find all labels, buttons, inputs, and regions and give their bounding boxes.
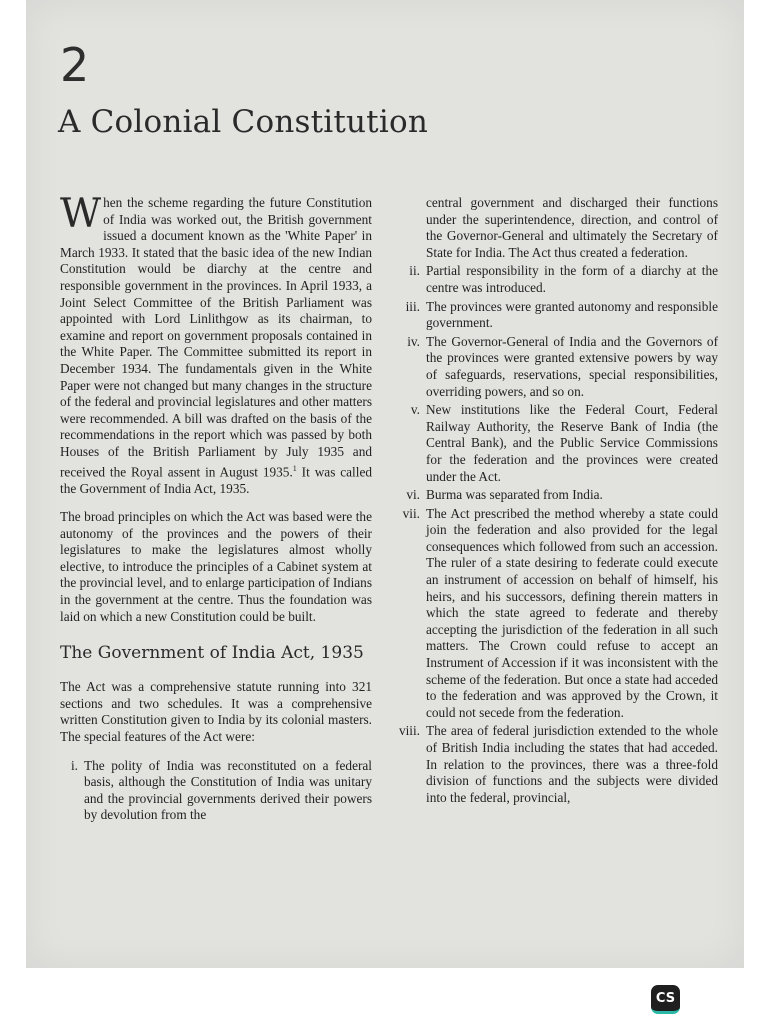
drop-cap: W xyxy=(60,191,102,237)
list-item-number: i. xyxy=(70,757,78,773)
list-item xyxy=(396,334,718,400)
list-item-number: viii. xyxy=(398,723,420,739)
list-item-continuation: central government and discharged their functions under the superintendence, direction, and control of the Governor-General and ultimately the Secretary of State for India. The Act thus created a federation. xyxy=(426,195,718,260)
list-item xyxy=(396,402,718,485)
list-item-text: Burma was separated from India. xyxy=(426,487,603,503)
camscanner-logo-icon: CS xyxy=(651,985,680,1014)
list-item-text: New institutions like the Federal Court, Federal Railway Authority, the Reserve Bank of India (the Central Bank), and the Public Service Commissions for the federation and the provinces were created under the Act. xyxy=(426,402,718,484)
act-paragraph: The Act was a comprehensive statute running into 321 sections and two schedules. It was a comprehensive written Constitution given to India by its colonial masters. The special features of the Act were: xyxy=(60,679,372,745)
list-item-text: The provinces were granted autonomy and responsible government. xyxy=(426,298,718,331)
list-item-number: ii. xyxy=(409,263,420,279)
list-item-text: Partial responsibility in the form of a diarchy at the centre was introduced. xyxy=(426,263,718,295)
intro-paragraph xyxy=(60,191,372,497)
list-item xyxy=(396,487,718,504)
list-item-number: iv. xyxy=(407,333,420,349)
footnote-marker: 1 xyxy=(292,463,297,473)
right-column xyxy=(396,195,718,808)
features-list-left xyxy=(60,758,372,824)
list-item xyxy=(60,758,372,824)
list-item-number: vi. xyxy=(406,487,420,503)
list-item-number: vii. xyxy=(402,505,420,521)
list-item-number: iii. xyxy=(405,298,420,314)
list-item-text: The Governor-General of India and the Governors of the provinces were granted extensive powers by way of safeguards, reservations, special responsibilities, overriding powers, and so on. xyxy=(426,333,718,399)
list-item-text: The Act prescribed the method whereby a state could join the federation and also provided for the legal consequences which followed from such an accession. The ruler of a state desiring to federate could execute an instrument of accession on behalf of himself, his heirs, and his successors, defining therein matters in which the state agreed to federate and thereby accepting the jurisdiction of the federation in all such matters. The Crown could refuse to accept an Instrument of Accession if it was inconsistent with the scheme of the federation. But once a state had acceded to the federation and was approved by the Crown, it could not secede from the federation. xyxy=(426,505,718,720)
features-list-right xyxy=(396,263,718,806)
intro-text-end: It was called the Government of India Act, 1935. xyxy=(60,463,372,496)
list-item-text: The polity of India was reconstituted on a federal basis, although the Constitution of India was unitary and the provincial governments derived their powers by devolution from the xyxy=(84,757,372,823)
list-item xyxy=(396,723,718,806)
principles-paragraph: The broad principles on which the Act was based were the autonomy of the provinces and the powers of their legislatures to make the legislatures almost wholly elective, to introduce the principles of a Cabinet system at the provincial level, and to enlarge participation of Indians in the government at the centre. Thus the foundation was laid on which a new Constitution could be built. xyxy=(60,509,372,624)
left-column xyxy=(60,191,372,826)
chapter-number: 2 xyxy=(60,38,90,92)
section-heading: The Government of India Act, 1935 xyxy=(60,643,364,664)
chapter-title: A Colonial Constitution xyxy=(58,104,428,140)
list-item xyxy=(396,263,718,296)
list-item-number: v. xyxy=(410,402,420,418)
list-item-text: The area of federal jurisdiction extended to the whole of British India including the states that had acceded. In relation to the provinces, there was a three-fold division of functions and the subjects were divided into the federal, provincial, xyxy=(426,723,718,805)
intro-text: hen the scheme regarding the future Constitution of India was worked out, the British government issued a document known as the 'White Paper' in March 1933. It stated that the basic idea of the new Indian Constitution would be diarchy at the centre and responsible government in the provinces. In April 1933, a Joint Select Committee of the British Parliament was appointed with Lord Linlithgow as its chairman, to examine and report on government proposals contained in the White Paper. The Committee submitted its report in December 1934. The fundamentals given in the White Paper were not changed but many changes in the structure of the federal and provincial legislatures and other matters were recommended. A bill was drafted on the basis of the recommendations in the report which was passed by both Houses of the British Parliament by July 1935 and received the Royal assent in August 1935. xyxy=(60,195,372,479)
list-item xyxy=(396,299,718,332)
list-item xyxy=(396,506,718,722)
